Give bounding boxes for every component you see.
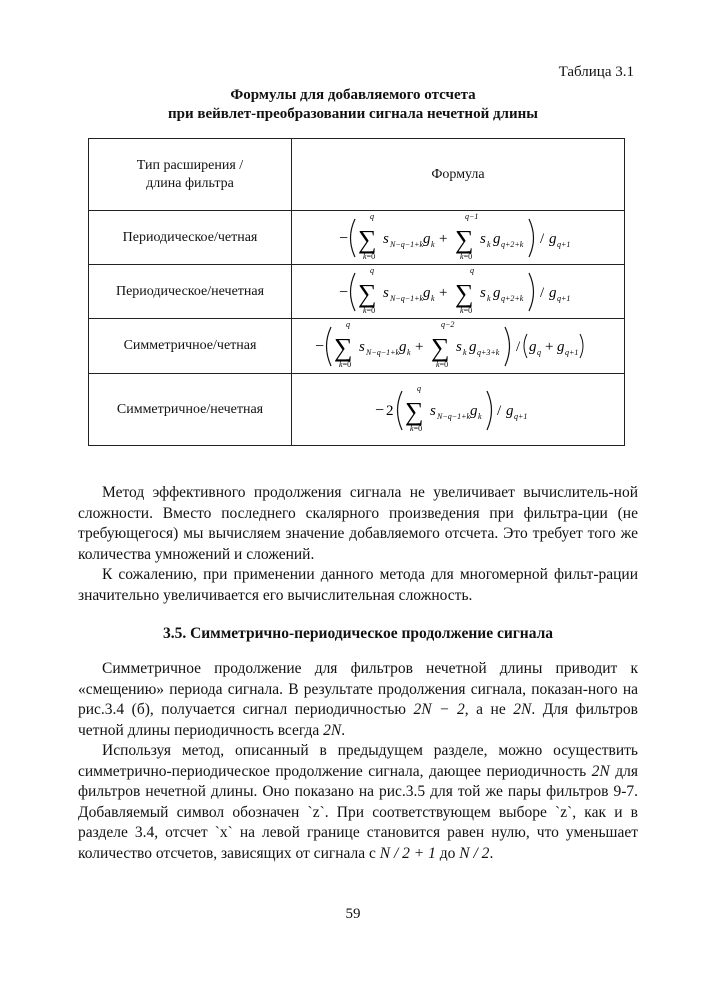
svg-text:q−1: q−1 bbox=[465, 211, 479, 221]
header-type-line-2: длина фильтра bbox=[146, 175, 234, 191]
svg-text:k=0: k=0 bbox=[363, 251, 376, 261]
svg-text:q−2: q−2 bbox=[441, 319, 455, 329]
svg-text:k=0: k=0 bbox=[339, 359, 352, 369]
svg-text:−: − bbox=[375, 401, 385, 419]
table-title-line-2: при вейвлет-преобразовании сигнала нечетной длины bbox=[168, 106, 538, 122]
svg-text:k: k bbox=[487, 293, 491, 303]
body-text-1 bbox=[78, 483, 638, 606]
table-header-row bbox=[89, 139, 625, 211]
header-formula: Формула bbox=[292, 139, 625, 211]
math-expression: N / 2 bbox=[459, 844, 490, 862]
svg-text:/: / bbox=[516, 338, 521, 355]
svg-text:k: k bbox=[478, 411, 482, 421]
text-run: для фильтров нечетной длины. Оно показано на рис.3.5 для той же пары фильтров 9-7. Добавляемый символ обозначен `z`. При соответствующем выборе `z`, как и в разделе 3.4, отсчет `x` на левой границе становится равен нулю, что уменьшает количество отсчетов, зависящих от сигнала с bbox=[78, 762, 639, 862]
svg-text:q+3+k: q+3+k bbox=[477, 347, 500, 357]
svg-text:g: g bbox=[506, 402, 514, 419]
table-title-line-1: Формулы для добавляемого отсчета bbox=[230, 87, 476, 103]
svg-text:∑: ∑ bbox=[455, 278, 474, 308]
svg-text:g: g bbox=[423, 284, 431, 301]
text-run: . bbox=[489, 844, 494, 862]
row-type-label: Симметричное/нечетная bbox=[89, 374, 292, 446]
text-run: до bbox=[439, 844, 456, 862]
svg-text:s: s bbox=[480, 284, 486, 301]
svg-text:N−q−1+k: N−q−1+k bbox=[390, 293, 424, 303]
svg-text:k: k bbox=[463, 347, 467, 357]
svg-text:k=0: k=0 bbox=[363, 305, 376, 315]
svg-text:q: q bbox=[370, 211, 374, 221]
svg-text:∑: ∑ bbox=[358, 224, 377, 254]
table-title bbox=[60, 86, 646, 124]
svg-text:g: g bbox=[493, 284, 501, 301]
svg-text:k: k bbox=[407, 347, 411, 357]
svg-text:q+2+k: q+2+k bbox=[501, 293, 524, 303]
svg-text:2: 2 bbox=[386, 402, 394, 419]
svg-text:∑: ∑ bbox=[334, 332, 353, 362]
svg-text:/: / bbox=[540, 230, 545, 247]
svg-text:/: / bbox=[540, 284, 545, 301]
formula-table bbox=[88, 138, 625, 446]
svg-text:g: g bbox=[549, 284, 557, 301]
svg-text:q+1: q+1 bbox=[514, 411, 528, 421]
table-row bbox=[89, 319, 625, 374]
text-run: Симметричное продолжение для фильтров нечетной длины приводит к «смещению» периода сигнала. В результате продолжения сигнала, показан-ного на рис.3.4 (б), получается сигнал периодичностью bbox=[78, 660, 638, 718]
svg-text:∑: ∑ bbox=[431, 332, 450, 362]
svg-text:g: g bbox=[423, 230, 431, 247]
section-heading-block bbox=[78, 624, 638, 645]
svg-text:k=0: k=0 bbox=[460, 251, 473, 261]
svg-text:g: g bbox=[529, 338, 537, 355]
svg-text:s: s bbox=[383, 284, 389, 301]
table-number: Таблица 3.1 bbox=[558, 64, 634, 80]
text-run: Используя метод, описанный в предыдущем разделе, можно осуществить симметрично-периодическое продолжение сигнала, дающее периодичность bbox=[78, 742, 638, 780]
svg-text:g: g bbox=[399, 338, 407, 355]
svg-text:q+1: q+1 bbox=[557, 239, 571, 249]
svg-text:/: / bbox=[497, 402, 502, 419]
table-row bbox=[89, 265, 625, 319]
paragraph: К сожалению, при применении данного метода для многомерной фильт-рации значительно увеличивается его вычислительная сложность. bbox=[78, 566, 638, 604]
row-type-label: Симметричное/четная bbox=[89, 319, 292, 374]
formula-periodic-odd bbox=[292, 265, 625, 319]
svg-text:q: q bbox=[346, 319, 350, 329]
table-row bbox=[89, 374, 625, 446]
svg-text:g: g bbox=[549, 230, 557, 247]
paragraph bbox=[78, 659, 638, 741]
svg-text:k=0: k=0 bbox=[460, 305, 473, 315]
svg-text:∑: ∑ bbox=[358, 278, 377, 308]
svg-text:q+2+k: q+2+k bbox=[501, 239, 524, 249]
svg-text:g: g bbox=[469, 338, 477, 355]
svg-text:q+1: q+1 bbox=[565, 347, 579, 357]
svg-text:q: q bbox=[417, 383, 421, 393]
svg-text:N−q−1+k: N−q−1+k bbox=[366, 347, 400, 357]
row-type-label: Периодическое/нечетная bbox=[89, 265, 292, 319]
math-expression: 2N bbox=[591, 762, 610, 780]
svg-text:+: + bbox=[545, 338, 554, 355]
row-type-label: Периодическое/четная bbox=[89, 211, 292, 265]
paragraph bbox=[78, 741, 638, 864]
text-run: . Для фильтров четной длины периодичность всегда bbox=[78, 701, 639, 739]
svg-text:k=0: k=0 bbox=[436, 359, 449, 369]
svg-text:+: + bbox=[415, 338, 424, 355]
svg-text:s: s bbox=[430, 402, 436, 419]
table-row bbox=[89, 211, 625, 265]
math-expression: 2N bbox=[513, 701, 532, 718]
svg-text:+: + bbox=[439, 284, 448, 301]
math-expression: 2N − 2 bbox=[413, 701, 465, 718]
svg-text:q: q bbox=[537, 347, 541, 357]
svg-text:k=0: k=0 bbox=[410, 423, 423, 433]
text-run: , а не bbox=[464, 701, 506, 718]
svg-text:−: − bbox=[339, 283, 349, 301]
formula-periodic-even bbox=[292, 211, 625, 265]
svg-text:−: − bbox=[315, 337, 325, 355]
formula-symmetric-even bbox=[292, 319, 625, 374]
svg-text:s: s bbox=[359, 338, 365, 355]
header-type-line-1: Тип расширения / bbox=[136, 157, 244, 173]
svg-text:−: − bbox=[339, 229, 349, 247]
svg-text:k: k bbox=[431, 293, 435, 303]
formula-symmetric-odd bbox=[292, 374, 625, 446]
text-run: . bbox=[341, 721, 346, 739]
svg-text:+: + bbox=[439, 230, 448, 247]
header-extension-type bbox=[89, 139, 292, 211]
svg-text:g: g bbox=[557, 338, 565, 355]
svg-text:k: k bbox=[487, 239, 491, 249]
svg-text:s: s bbox=[383, 230, 389, 247]
svg-text:N−q−1+k: N−q−1+k bbox=[390, 239, 424, 249]
page-number: 59 bbox=[345, 906, 361, 922]
svg-text:g: g bbox=[493, 230, 501, 247]
paragraph: Метод эффективного продолжения сигнала не увеличивает вычислитель-ной сложности. Вместо последнего скалярного произведения при фильтра-ции (не требующегося) мы вычисляем значение добавляемого отсчета. Это требует того же количества умножений и сложений. bbox=[78, 484, 638, 563]
section-heading: 3.5. Симметрично-периодическое продолжение сигнала bbox=[162, 625, 554, 642]
body-text-2 bbox=[78, 659, 638, 864]
svg-text:k: k bbox=[431, 239, 435, 249]
svg-text:g: g bbox=[470, 402, 478, 419]
svg-text:q: q bbox=[370, 265, 374, 275]
svg-text:∑: ∑ bbox=[405, 396, 424, 426]
svg-text:q+1: q+1 bbox=[557, 293, 571, 303]
math-expression: N / 2 + 1 bbox=[379, 844, 436, 862]
svg-text:s: s bbox=[456, 338, 462, 355]
svg-text:s: s bbox=[480, 230, 486, 247]
svg-text:∑: ∑ bbox=[455, 224, 474, 254]
math-expression: 2N bbox=[323, 721, 342, 739]
svg-text:q: q bbox=[470, 265, 474, 275]
svg-text:N−q−1+k: N−q−1+k bbox=[437, 411, 471, 421]
